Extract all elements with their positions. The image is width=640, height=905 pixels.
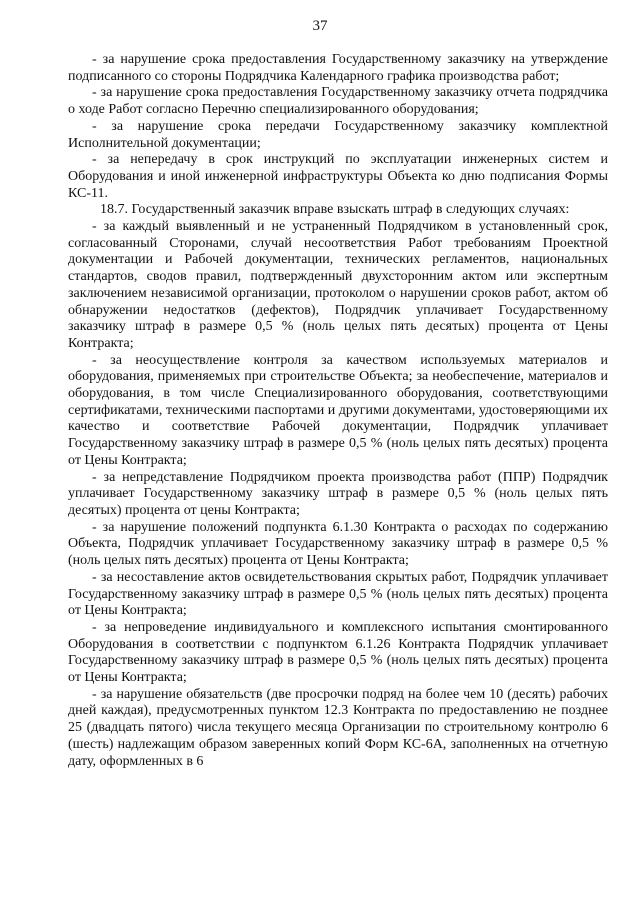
paragraph-fine-testing: - за непроведение индивидуального и комплексного испытания смонтированного Оборудования в соответствии с подпунктом 6.1.26 Контракта Подрядчик уплачивает Государственному заказчику штраф в размере 0,5 % (ноль целых пять десятых) процента от Цены Контракта;	[68, 619, 608, 686]
page-number: 37	[312, 18, 328, 34]
paragraph-penalty-instructions: - за непередачу в срок инструкций по эксплуатации инженерных систем и Оборудования и иной инженерной инфраструктуры Объекта ко дню подписания Формы КС-11.	[68, 152, 608, 201]
section-heading-18-7: 18.7. Государственный заказчик вправе взыскать штраф в следующих случаях:	[100, 202, 570, 218]
paragraph-fine-maintenance: - за нарушение положений подпункта 6.1.30 Контракта о расходах по содержанию Объекта, Подрядчик уплачивает Государственному заказчику штраф в размере 0,5 % (ноль целых пять десятых) процента от Цены Контракта;	[68, 519, 608, 569]
paragraph-fine-ppr: - за непредставление Подрядчиком проекта производства работ (ППР) Подрядчик уплачивает Государственному заказчику штраф в размере 0,5 % (ноль целых пять десятых) процента от цены Контракта;	[68, 469, 608, 518]
paragraph-penalty-schedule: - за нарушение срока предоставления Государственному заказчику на утверждение подписанного со стороны Подрядчика Календарного графика производства работ;	[68, 52, 608, 84]
paragraph-fine-quality-control: - за неосуществление контроля за качеством используемых материалов и оборудования, применяемых при строительстве Объекта; за необеспечение, материалов и оборудования, в том числе Специализированного оборудования, соответствующими сертификатами, техническими паспортами и другими документами, удостоверяющими их качество и соответствие Рабочей документации, Подрядчик уплачивает Государственному заказчику штраф в размере 0,5 % (ноль целых пять десятых) процента от Цены Контракта;	[68, 352, 608, 468]
paragraph-penalty-documentation: - за нарушение срока передачи Государственному заказчику комплектной Исполнительной документации;	[68, 118, 608, 151]
paragraph-fine-hidden-works: - за несоставление актов освидетельствования скрытых работ, Подрядчик уплачивает Государственному заказчику штраф в размере 0,5 % (ноль целых пять десятых) процента от Цены Контракта;	[68, 569, 608, 619]
document-body	[68, 52, 608, 770]
paragraph-fine-defects: - за каждый выявленный и не устраненный Подрядчиком в установленный срок, согласованный Сторонами, случай несоответствия Работ требованиям Проектной документации и Рабочей документации, технических регламентов, национальных стандартов, сводов правил, подтвержденный двухсторонним актом или экспертным заключением независимой организации, протоколом о нарушении сроков работ, актом об обнаружении недостатков (дефектов), Подрядчик уплачивает Государственному заказчику штраф в размере 0,5 % (ноль целых пять десятых) процента от Цены Контракта;	[68, 219, 608, 351]
paragraph-penalty-report: - за нарушение срока предоставления Государственному заказчику отчета подрядчика о ходе Работ согласно Перечню специализированного оборудования;	[68, 85, 608, 118]
paragraph-fine-ks6a: - за нарушение обязательств (две просрочки подряд на более чем 10 (десять) рабочих дней каждая), предусмотренных пунктом 12.3 Контракта по предоставлению не позднее 25 (двадцать пятого) числа текущего месяца Организации по строительному контролю 6 (шесть) надлежащим образом заверенных копий Форм КС-6А, заполненных на отчетную дату, оформленных в 6	[68, 686, 608, 769]
